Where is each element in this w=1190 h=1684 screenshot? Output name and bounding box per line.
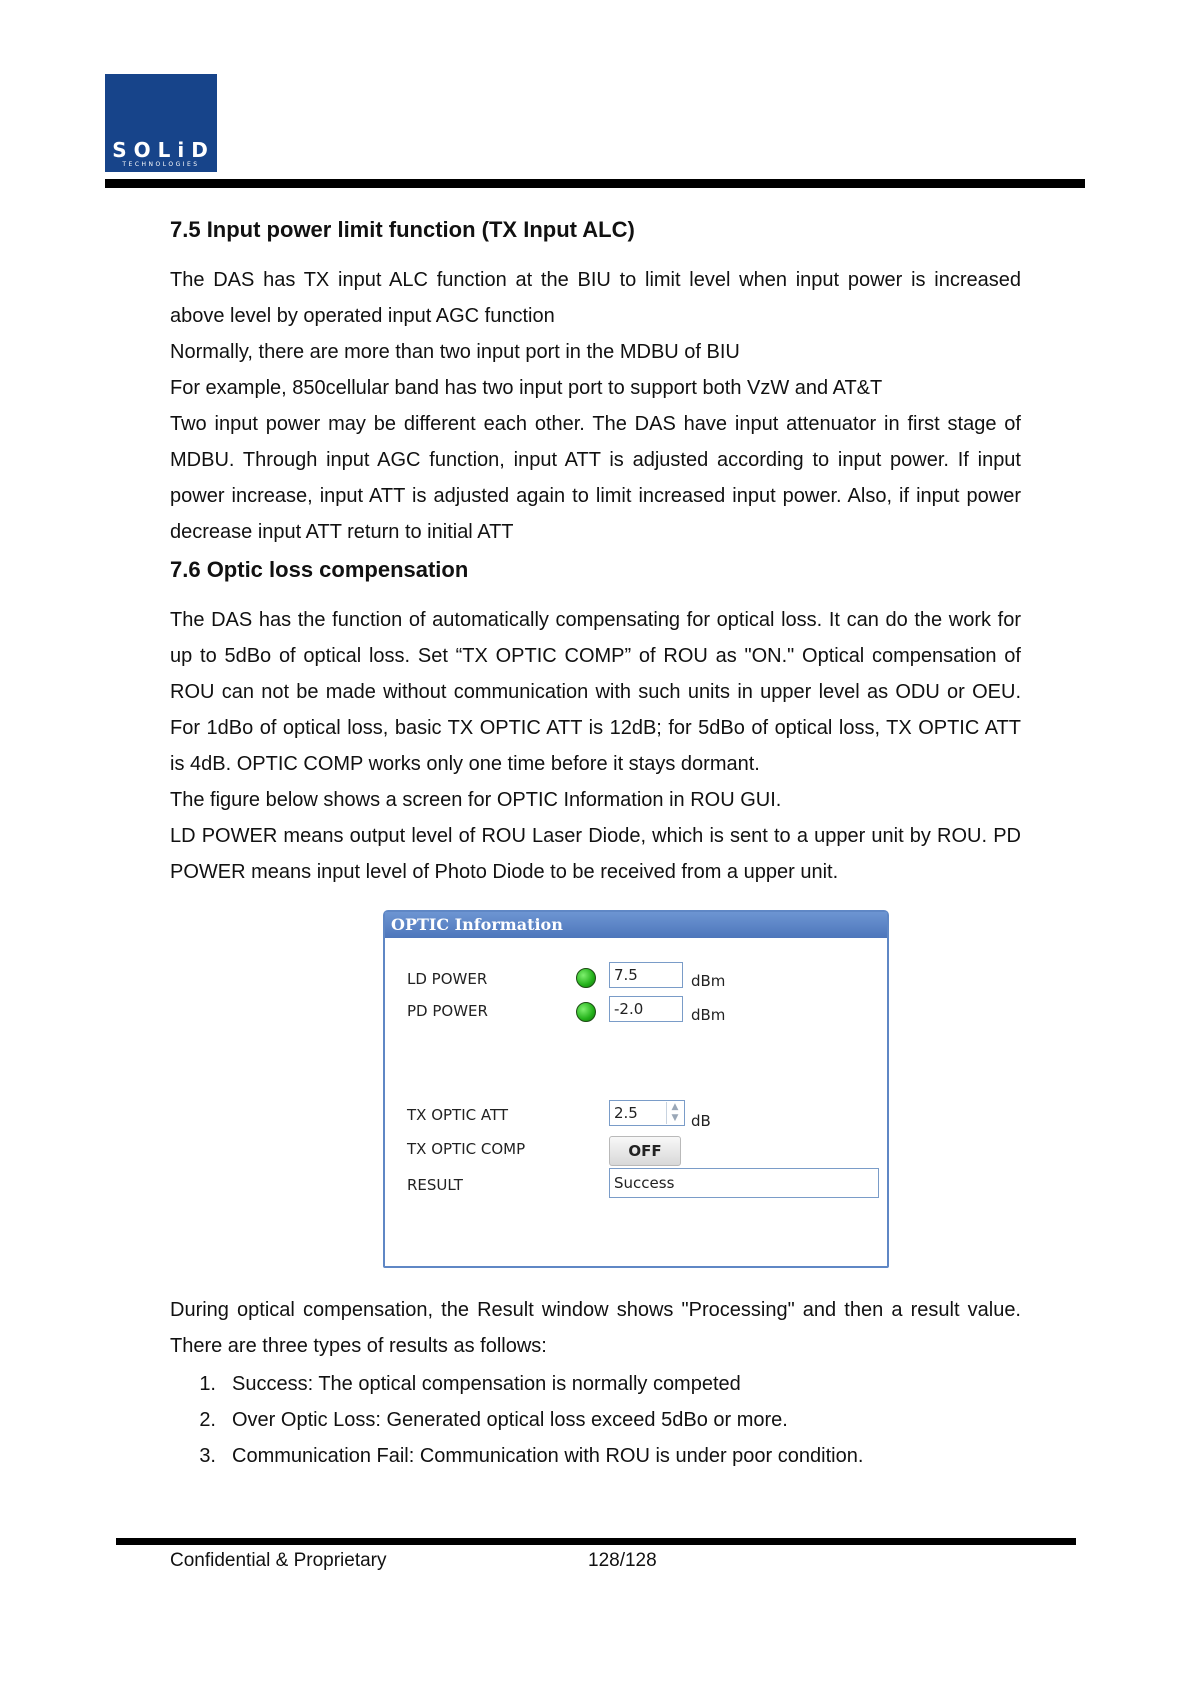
optic-information-panel (383, 910, 889, 1268)
tx-optic-att-value: 2.5 (614, 1104, 638, 1122)
list-number: 1. (199, 1373, 216, 1395)
panel-title: OPTIC Information (385, 912, 887, 938)
result-field: Success (609, 1168, 879, 1198)
list-text: Communication Fail: Communication with ROU is under poor condition. (232, 1445, 864, 1467)
list-number: 2. (199, 1409, 216, 1431)
tx-optic-att-spinbox[interactable] (609, 1100, 685, 1126)
section-75-paragraph: Two input power may be different each other. The DAS have input attenuator in first stage of MDBU. Through input AGC function, input ATT is adjusted according to input power. If input power increase, input ATT is adjusted again to limit increased input power. Also, if input power decrease input ATT return to initial ATT (170, 413, 1021, 543)
section-76-paragraph: The figure below shows a screen for OPTIC Information in ROU GUI. (170, 789, 782, 811)
section-76-paragraph: The DAS has the function of automatically compensating for optical loss. It can do the work for up to 5dBo of optical loss. Set “TX OPTIC COMP” of ROU as "ON." Optical compensation of ROU can not be made without communication with such units in upper level as ODU or OEU. For 1dBo of optical loss, basic TX OPTIC ATT is 12dB; for 5dBo of optical loss, TX OPTIC ATT is 4dB. OPTIC COMP works only one time before it stays dormant. (170, 609, 1021, 775)
tx-optic-comp-label: TX OPTIC COMP (407, 1140, 526, 1158)
list-item (170, 1438, 1021, 1474)
ld-power-label: LD POWER (407, 970, 488, 988)
tx-optic-comp-toggle-button[interactable]: OFF (609, 1136, 681, 1166)
section-75-paragraph: Normally, there are more than two input port in the MDBU of BIU (170, 341, 740, 363)
footer-confidential: Confidential & Proprietary (170, 1550, 387, 1571)
list-number: 3. (199, 1445, 216, 1467)
ld-power-value-field: 7.5 (609, 962, 683, 988)
section-75-paragraph: The DAS has TX input ALC function at the BIU to limit level when input power is increased above level by operated input AGC function (170, 269, 1021, 327)
pd-power-value-field: -2.0 (609, 996, 683, 1022)
spin-arrows-icon[interactable]: ▲ ▼ (666, 1102, 683, 1124)
tx-optic-att-label: TX OPTIC ATT (407, 1106, 509, 1124)
list-text: Success: The optical compensation is normally competed (232, 1373, 741, 1395)
page-content (170, 214, 1021, 1474)
company-logo (105, 74, 217, 172)
pd-power-status-led-icon (576, 1002, 596, 1022)
result-label: RESULT (407, 1176, 463, 1194)
result-types-list (170, 1366, 1021, 1474)
list-text: Over Optic Loss: Generated optical loss exceed 5dBo or more. (232, 1409, 788, 1431)
pd-power-unit: dBm (691, 1006, 726, 1024)
logo-tagline: TECHNOLOGIES (122, 161, 200, 168)
logo-wordmark: SOLiD (112, 138, 215, 162)
list-item (170, 1402, 1021, 1438)
list-item (170, 1366, 1021, 1402)
footer-page-number: 128/128 (588, 1550, 657, 1571)
ld-power-status-led-icon (576, 968, 596, 988)
section-75-heading: 7.5 Input power limit function (TX Input ALC) (170, 217, 635, 242)
section-76-heading: 7.6 Optic loss compensation (170, 557, 469, 582)
ld-power-unit: dBm (691, 972, 726, 990)
section-76-paragraph: LD POWER means output level of ROU Laser Diode, which is sent to a upper unit by ROU. PD POWER means input level of Photo Diode to be received from a upper unit. (170, 825, 1021, 883)
section-75-paragraph: For example, 850cellular band has two input port to support both VzW and AT&T (170, 377, 883, 399)
footer-rule (116, 1538, 1076, 1545)
header-rule (105, 179, 1085, 188)
pd-power-label: PD POWER (407, 1002, 488, 1020)
tx-optic-att-unit: dB (691, 1112, 711, 1130)
after-dialog-paragraph: During optical compensation, the Result window shows "Processing" and then a result value. There are three types of results as follows: (170, 1299, 1021, 1357)
